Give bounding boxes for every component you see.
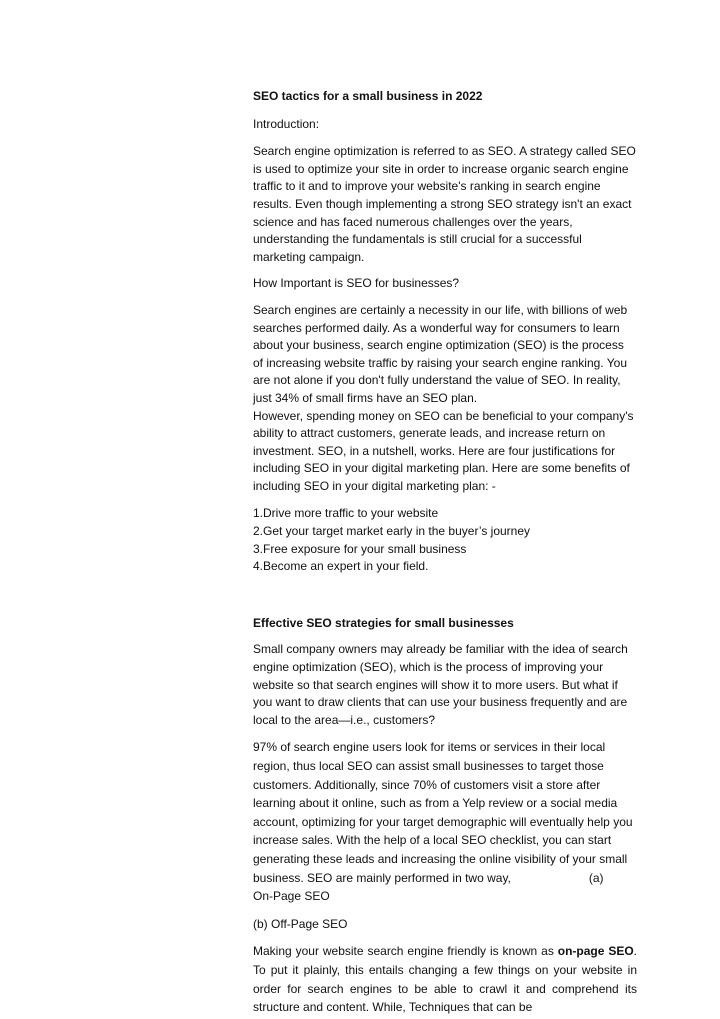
onpage-paragraph-rest: . To put it plainly, this entails changing a few things on your website in order for search engines to be able to crawl it and comprehend its structure and content. While, Techniques that can be — [253, 944, 638, 1015]
importance-paragraph-2: However, spending money on SEO can be beneficial to your company's ability to attract customers, generate leads, and increase return on investment. SEO, in a nutshell, works. Here are four justifications for including SEO in your digital marketing plan. Here are some benefits of including SEO in your digital marketing plan: - — [253, 408, 634, 493]
benefits-list — [253, 505, 637, 575]
list-item: 2.Get your target market early in the buyer’s journey — [253, 524, 531, 539]
onpage-paragraph — [253, 942, 637, 1016]
document-page — [253, 88, 637, 1017]
way-a-marker: (a) — [588, 870, 604, 885]
list-item: 1.Drive more traffic to your website — [253, 506, 439, 521]
intro-heading: Introduction: — [253, 116, 320, 131]
onpage-bold-term: on-page SEO — [557, 944, 634, 959]
importance-heading: How Important is SEO for businesses? — [253, 276, 460, 291]
list-item: 3.Free exposure for your small business — [253, 541, 467, 556]
intro-paragraph: Search engine optimization is referred to as SEO. A strategy called SEO is used to optimize your site in order to increase organic search engine traffic to it and to improve your website's ranking in search engine results. Even though implementing a strong SEO strategy isn't an exact science and has faced numerous challenges over the years, understanding the fundamentals is still crucial for a successful marketing campaign. — [253, 144, 636, 264]
importance-paragraph-1: Search engines are certainly a necessity in our life, with billions of web searches performed daily. As a wonderful way for consumers to learn about your business, search engine optimization (SEO) is the process of increasing website traffic by raising your search engine ranking. You are not alone if you don't fully understand the value of SEO. In reality, just 34% of small firms have an SEO plan. — [253, 302, 628, 405]
strategies-paragraph-2-text: 97% of search engine users look for items or services in their local region, thus local SEO can assist small businesses to target those customers. Additionally, since 70% of customers visit a store after learning about it online, such as from a Yelp review or a social media account, optimizing for your target demographic will eventually help you increase sales. With the help of a local SEO checklist, you can start generating these leads and increasing the online visibility of your small business. SEO are mainly performed in two way, — [253, 740, 633, 885]
strategies-paragraph-1: Small company owners may already be familiar with the idea of search engine optimization (SEO), which is the process of improving your website so that search engines will show it to more users. But what if you want to draw clients that can use your business frequently and are local to the area—i.e., customers? — [253, 642, 628, 727]
strategies-paragraph-2 — [253, 738, 637, 905]
onpage-paragraph-start: Making your website search engine friendly is known as — [253, 944, 558, 959]
strategies-heading: Effective SEO strategies for small businesses — [253, 615, 514, 630]
way-a-label: On-Page SEO — [253, 889, 330, 904]
list-item: 4.Become an expert in your field. — [253, 559, 429, 574]
way-b-label: (b) Off-Page SEO — [253, 916, 348, 931]
document-title: SEO tactics for a small business in 2022 — [253, 89, 483, 103]
